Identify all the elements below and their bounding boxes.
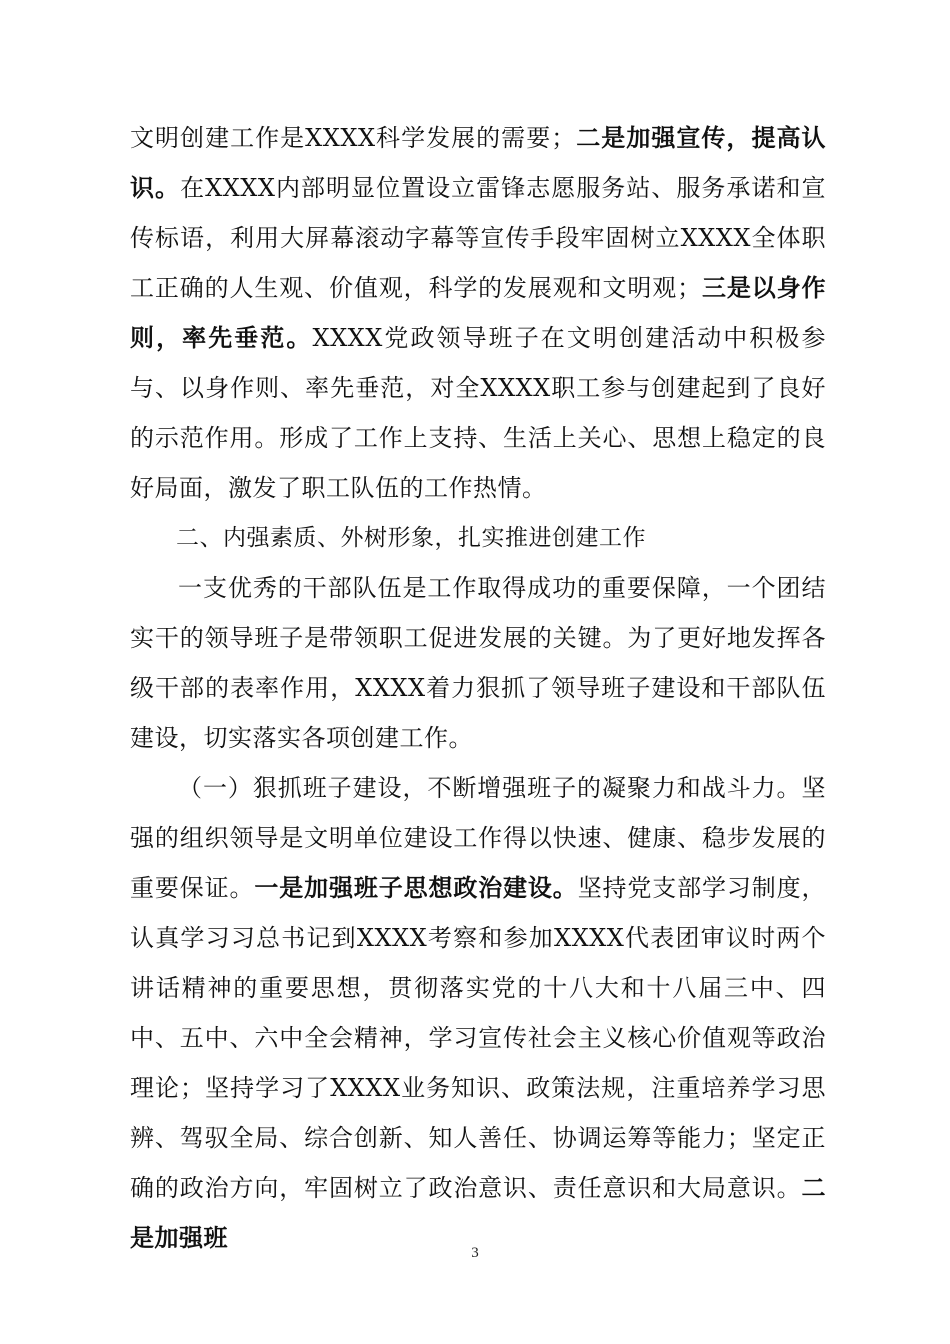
- text-run: （一）狠抓班子建设，不断增强班子的凝聚力和战斗力。坚强的组织领导是文明单位建设工作得以快速、健康、稳步发展的重要保证。: [130, 774, 826, 902]
- document-body: [130, 113, 826, 1263]
- text-run: 在XXXX内部明显位置设立雷锋志愿服务站、服务承诺和宣传标语，利用大屏幕滚动字幕等宣传手段牢固树立XXXX全体职工正确的人生观、价值观，科学的发展观和文明观；: [130, 174, 827, 302]
- bold-run: 二是加强宣传，提高认识。: [130, 123, 827, 202]
- section-heading: 二、内强素质、外树形象，扎实推进创建工作: [176, 525, 646, 551]
- bold-run: 三是以身作则，率先垂范。: [130, 273, 827, 352]
- page-number: 3: [471, 1245, 479, 1261]
- paragraph-2: 一支优秀的干部队伍是工作取得成功的重要保障，一个团结实干的领导班子是带领职工促进发展的关键。为了更好地发挥各级干部的表率作用，XXXX着力狠抓了领导班子建设和干部队伍建设，切实落实各项创建工作。: [130, 574, 826, 752]
- text-run: 坚持党支部学习制度，认真学习习总书记到XXXX考察和参加XXXX代表团审议时两个讲话精神的重要思想，贯彻落实党的十八大和十八届三中、四中、五中、六中全会精神，学习宣传社会主义核心价值观等政治理论；坚持学习了XXXX业务知识、政策法规，注重培养学习思辨、驾驭全局、综合创新、知人善任、协调运筹等能力；坚定正确的政治方向，牢固树立了政治意识、责任意识和大局意识。: [130, 874, 827, 1202]
- bold-run: 一是加强班子思想政治建设。: [254, 873, 578, 902]
- text-run: XXXX党政领导班子在文明创建活动中积极参与、以身作则、率先垂范，对全XXXX职工参与创建起到了良好的示范作用。形成了工作上支持、生活上关心、思想上稳定的良好局面，激发了职工队伍的工作热情。: [130, 324, 827, 502]
- paragraph-3: [130, 763, 826, 1263]
- bold-run: 二是加强班: [130, 1173, 826, 1252]
- text-run: 文明创建工作是XXXX科学发展的需要；: [130, 124, 576, 152]
- paragraph-1: [130, 113, 826, 513]
